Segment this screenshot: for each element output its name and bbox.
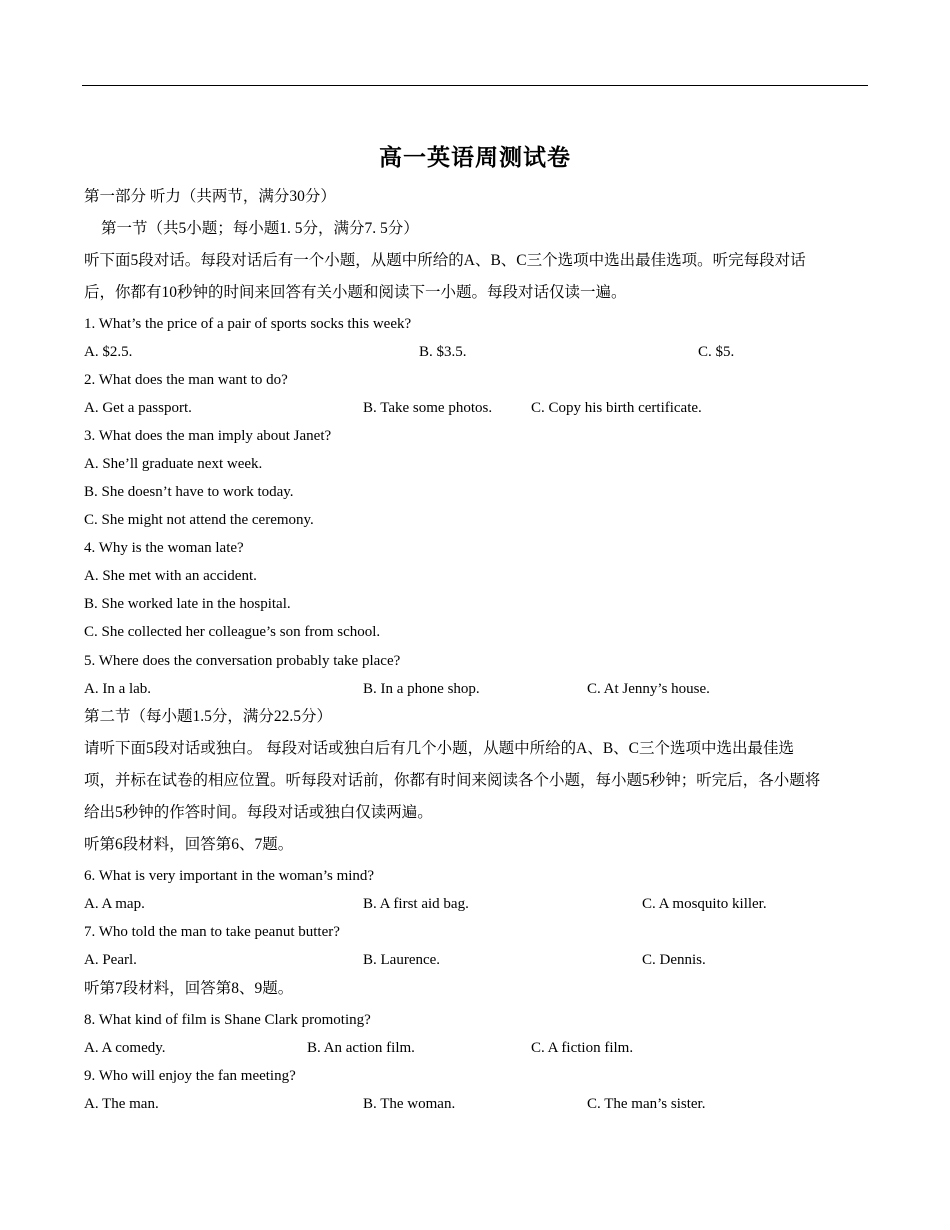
option-b: B. In a phone shop. [363,681,480,697]
section1-heading: 第一节（共5小题；每小题1. 5分，满分7. 5分） [101,220,419,237]
question-stem: 5. Where does the conversation probably take place? [84,653,401,669]
option-b: B. $3.5. [419,344,467,360]
section1-instructions-line: 听下面5段对话。每段对话后有一个小题，从题中所给的A、B、C三个选项中选出最佳选项。听完每段对话 [84,252,806,269]
header-rule [82,85,868,86]
option-b: B. The woman. [363,1096,456,1112]
option-c: C. Copy his birth certificate. [531,400,702,416]
option-c: C. She might not attend the ceremony. [84,512,314,528]
option-a: A. $2.5. [84,344,133,360]
option-b: B. She doesn’t have to work today. [84,484,294,500]
question-stem: 4. Why is the woman late? [84,540,244,556]
option-c: C. She collected her colleague’s son from school. [84,624,381,640]
question-stem: 8. What kind of film is Shane Clark promoting? [84,1012,371,1028]
question-stem: 2. What does the man want to do? [84,372,288,388]
section1-instructions-line: 后，你都有10秒钟的时间来回答有关小题和阅读下一小题。每段对话仅读一遍。 [84,284,627,301]
question-stem: 1. What’s the price of a pair of sports socks this week? [84,316,412,332]
section2-instructions-line: 请听下面5段对话或独白。 每段对话或独白后有几个小题，从题中所给的A、B、C三个选项中选出最佳选 [84,740,794,757]
option-a: A. A comedy. [84,1040,166,1056]
part1-heading: 第一部分 听力（共两节，满分30分） [84,188,336,205]
material-heading: 听第6段材料，回答第6、7题。 [84,836,294,853]
option-c: C. A fiction film. [531,1040,634,1056]
option-c: C. A mosquito killer. [642,896,767,912]
question-stem: 6. What is very important in the woman’s mind? [84,868,375,884]
question-stem: 9. Who will enjoy the fan meeting? [84,1068,296,1084]
question-stem: 7. Who told the man to take peanut butter? [84,924,340,940]
option-a: A. She’ll graduate next week. [84,456,263,472]
option-a: A. The man. [84,1096,159,1112]
section2-instructions-line: 项，并标在试卷的相应位置。听每段对话前，你都有时间来阅读各个小题，每小题5秒钟；听完后，各小题将 [84,772,821,789]
option-a: A. Get a passport. [84,400,192,416]
option-c: C. Dennis. [642,952,706,968]
page-title: 高一英语周测试卷 [379,145,571,170]
option-c: C. At Jenny’s house. [587,681,710,697]
option-b: B. She worked late in the hospital. [84,596,291,612]
section2-instructions-line: 给出5秒钟的作答时间。每段对话或独白仅读两遍。 [84,804,433,821]
option-b: B. Laurence. [363,952,441,968]
question-stem: 3. What does the man imply about Janet? [84,428,332,444]
option-b: B. An action film. [307,1040,415,1056]
material-heading: 听第7段材料，回答第8、9题。 [84,980,294,997]
option-a: A. A map. [84,896,145,912]
option-b: B. A first aid bag. [363,896,469,912]
option-a: A. She met with an accident. [84,568,257,584]
option-a: A. Pearl. [84,952,137,968]
section2-heading: 第二节（每小题1.5分，满分22.5分） [84,708,333,725]
option-c: C. The man’s sister. [587,1096,706,1112]
option-a: A. In a lab. [84,681,152,697]
option-c: C. $5. [698,344,735,360]
option-b: B. Take some photos. [363,400,493,416]
